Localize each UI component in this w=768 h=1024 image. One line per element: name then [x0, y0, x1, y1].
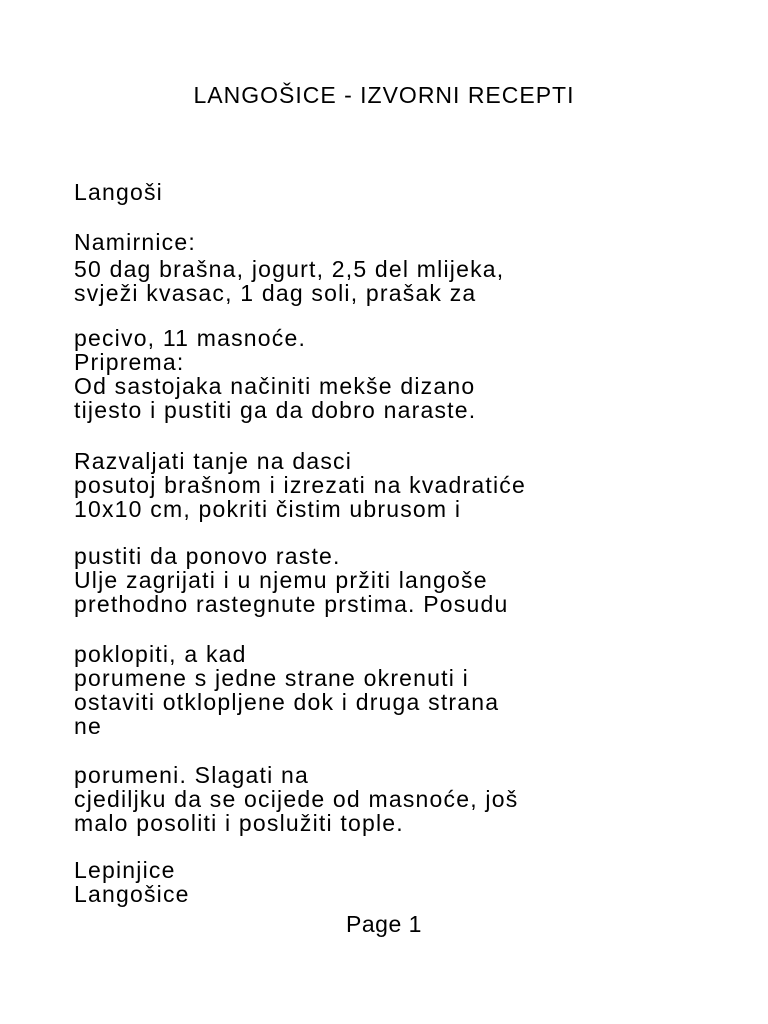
related-recipe: Lepinjice [74, 857, 176, 883]
text-line: Ulje zagrijati i u njemu pržiti langoše [74, 567, 488, 593]
text-line: ostaviti otklopljene dok i druga strana [74, 689, 500, 715]
text-line: pustiti da ponovo raste. [74, 543, 341, 569]
text-line: ne [74, 713, 102, 739]
text-line: porumeni. Slagati na [74, 762, 309, 788]
text-line: 50 dag brašna, jogurt, 2,5 del mlijeka, [74, 256, 505, 282]
text-line: cjediljku da se ocijede od masnoće, još [74, 786, 519, 812]
text-line: posutoj brašnom i izrezati na kvadratiće [74, 472, 526, 498]
text-line: svježi kvasac, 1 dag soli, prašak za [74, 280, 477, 306]
ingredients-label: Namirnice: [74, 229, 196, 255]
recipe-heading: Langoši [74, 179, 163, 205]
preparation-label: Priprema: [74, 349, 185, 375]
text-line: 10x10 cm, pokriti čistim ubrusom i [74, 496, 462, 522]
text-line: poklopiti, a kad [74, 641, 247, 667]
related-recipe: Langošice [74, 881, 190, 907]
page-number: Page 1 [346, 911, 422, 937]
text-line: porumene s jedne strane okrenuti i [74, 665, 469, 691]
text-line: Razvaljati tanje na dasci [74, 448, 353, 474]
text-line: malo posoliti i poslužiti tople. [74, 810, 404, 836]
text-line: tijesto i pustiti ga da dobro naraste. [74, 397, 477, 423]
document-title: LANGOŠICE - IZVORNI RECEPTI [193, 82, 575, 108]
text-line: prethodno rastegnute prstima. Posudu [74, 591, 509, 617]
text-line: Od sastojaka načiniti mekše dizano [74, 373, 476, 399]
text-line: pecivo, 11 masnoće. [74, 325, 307, 351]
